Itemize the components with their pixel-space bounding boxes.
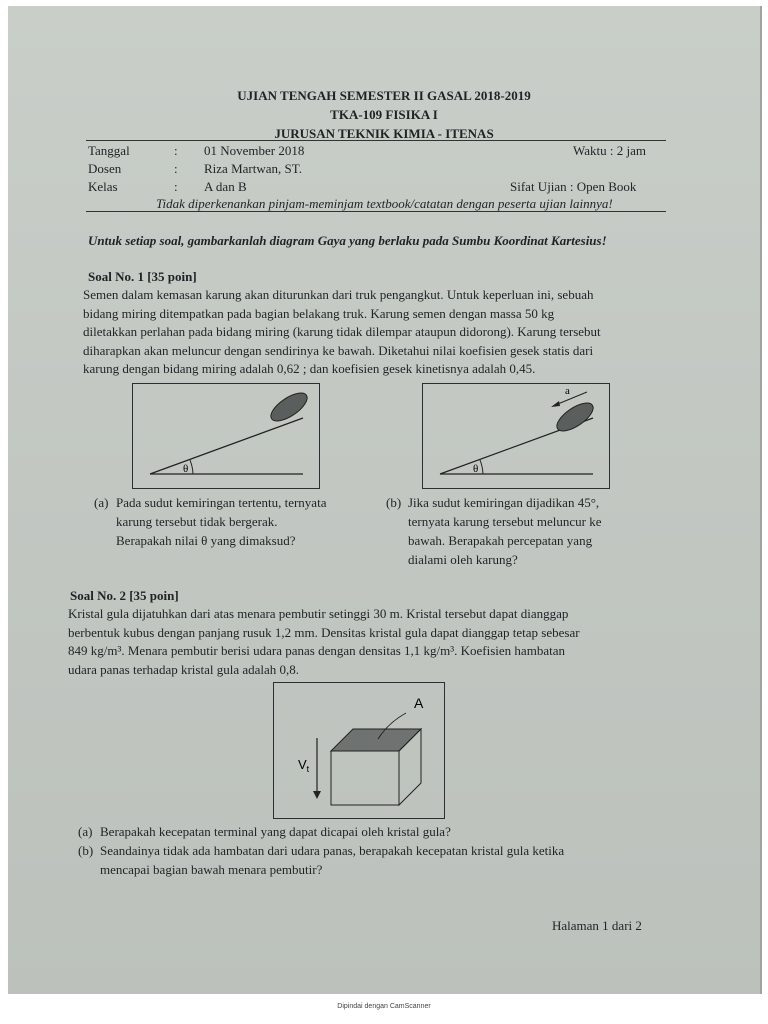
notice: Tidak diperkenankan pinjam-meminjam textbook/catatan dengan peserta ujian lainnya!	[156, 196, 613, 211]
soal2-title: Soal No. 2 [35 poin]	[70, 588, 179, 603]
question-text	[116, 493, 364, 550]
question-text: Berapakah kecepatan terminal yang dapat dicapai oleh kristal gula?	[100, 824, 451, 839]
sifat-ujian: Sifat Ujian : Open Book	[510, 179, 637, 194]
vt-label: $V_t$	[298, 757, 310, 774]
header-rule	[86, 140, 666, 141]
text-line: bawah. Berapakah percepatan yang	[408, 533, 593, 548]
question-text	[100, 841, 660, 879]
colon: :	[174, 161, 178, 176]
kelas-value: A dan B	[204, 179, 247, 194]
scanner-footer: Dipindai dengan CamScanner	[337, 1003, 431, 1010]
tanggal-value: 01 November 2018	[204, 143, 305, 158]
cube-front-face	[331, 751, 399, 805]
text-line: Kristal gula dijatuhkan dari atas menara pembutir setinggi 30 m. Kristal tersebut dapat dianggap	[68, 606, 569, 621]
text-line: diletakkan perlahan pada bidang miring (karung tidak dilempar ataupun didorong). Karung tersebut	[83, 324, 601, 339]
area-label: A	[414, 695, 424, 711]
department: JURUSAN TEKNIK KIMIA - ITENAS	[274, 126, 494, 141]
cube-figure	[273, 682, 445, 819]
a-label: a	[565, 385, 570, 397]
text-line: karung tersebut tidak bergerak.	[116, 514, 278, 529]
kelas-label: Kelas	[88, 179, 118, 194]
text-line: Jika sudut kemiringan dijadikan 45°,	[408, 495, 600, 510]
text-line: karung dengan bidang miring adalah 0,62 ; dan koefisien gesek kinetisnya adalah 0,45.	[83, 361, 536, 376]
dosen-value: Riza Martwan, ST.	[204, 161, 302, 176]
incline-figure-a	[132, 383, 320, 489]
exam-title: UJIAN TENGAH SEMESTER II GASAL 2018-2019	[237, 88, 531, 103]
soal2-text	[68, 605, 658, 679]
text-line: Berapakah nilai θ yang dimaksud?	[116, 533, 296, 548]
arrow-head-icon	[551, 401, 560, 407]
tanggal-label: Tanggal	[88, 143, 130, 158]
sack-shape	[267, 388, 312, 426]
instruction: Untuk setiap soal, gambarkanlah diagram Gaya yang berlaku pada Sumbu Koordinat Kartesius!	[88, 233, 607, 248]
text-line: 849 kg/m³. Menara pembutir berisi udara panas dengan densitas 1,1 kg/m³. Koefisien hambatan	[68, 643, 565, 658]
waktu: Waktu : 2 jam	[573, 143, 646, 158]
text-line: berbentuk kubus dengan panjang rusuk 1,2 mm. Densitas kristal gula dapat dianggap tetap sebesar	[68, 624, 580, 640]
cube-top-face	[331, 729, 421, 751]
text-line: ternyata karung tersebut meluncur ke	[408, 514, 602, 529]
question-label: (b)	[78, 843, 94, 858]
question-label: (a)	[78, 824, 93, 839]
question-label: (b)	[386, 495, 402, 510]
text-line: Semen dalam kemasan karung akan diturunkan dari truk pengangkut. Untuk keperluan ini, sebuah	[83, 287, 594, 302]
text-line: udara panas terhadap kristal gula adalah 0,8.	[68, 661, 300, 677]
colon: :	[174, 143, 178, 158]
text-line: Seandainya tidak ada hambatan dari udara panas, berapakah kecepatan kristal gula ketika	[100, 843, 565, 858]
question-label: (a)	[94, 495, 109, 510]
colon: :	[174, 179, 178, 194]
theta-label: θ	[473, 463, 479, 475]
text-line: diharapkan akan meluncur dengan sendirinya ke bawah. Diketahui nilai koefisien gesek statis dari	[83, 342, 594, 358]
info-rule	[86, 211, 666, 212]
arrow-down-icon	[313, 791, 321, 799]
text-line: bidang miring ditempatkan pada bagian belakang truk. Karung semen dengan massa 50 kg	[83, 305, 555, 321]
text-line: dialami oleh karung?	[408, 552, 518, 567]
page-number: Halaman 1 dari 2	[552, 918, 642, 933]
dosen-label: Dosen	[88, 161, 122, 176]
soal1-title: Soal No. 1 [35 poin]	[88, 269, 197, 284]
incline-figure-b	[422, 383, 610, 489]
text-line: mencapai bagian bawah menara pembutir?	[100, 862, 323, 877]
exam-sheet	[8, 6, 762, 994]
theta-label: θ	[183, 463, 189, 475]
soal1-text	[83, 286, 663, 379]
text-line: Pada sudut kemiringan tertentu, ternyata	[116, 495, 327, 510]
course-code: TKA-109 FISIKA I	[330, 107, 438, 122]
question-text	[408, 493, 656, 569]
